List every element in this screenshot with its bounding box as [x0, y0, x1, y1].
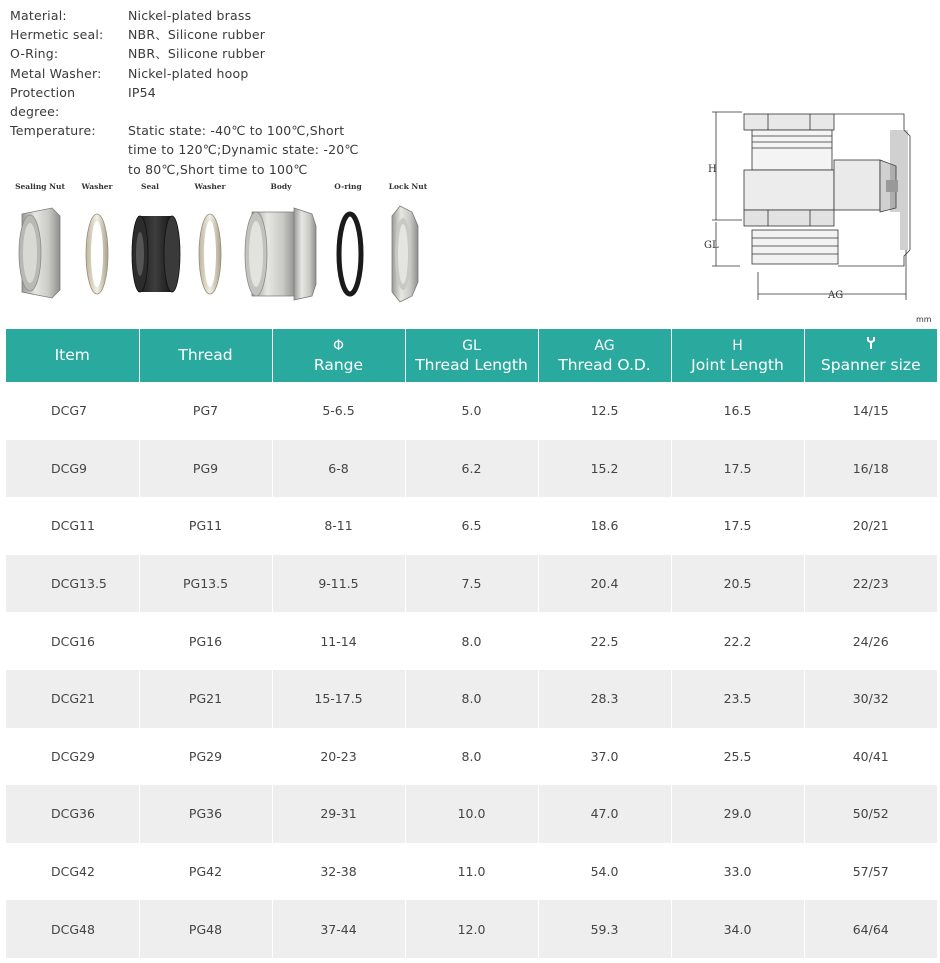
cell-thread: PG29: [139, 728, 272, 786]
cell-thread-length: 12.0: [405, 900, 538, 958]
header-thread: [139, 329, 272, 382]
cell-thread-length: 6.2: [405, 440, 538, 498]
cell-item: DCG36: [6, 785, 139, 843]
spec-table: [6, 329, 937, 958]
spec-label: Metal Washer:: [10, 65, 102, 81]
table-row: [6, 900, 937, 958]
parts-illustration: [0, 196, 440, 308]
spec-list: [10, 6, 390, 179]
cell-range: 20-23: [272, 728, 405, 786]
table-row: [6, 728, 937, 786]
cell-thread: PG16: [139, 612, 272, 670]
cell-range: 29-31: [272, 785, 405, 843]
technical-drawing: [690, 100, 930, 326]
spec-row-o-ring: [10, 44, 390, 63]
cell-joint-length: 17.5: [671, 497, 804, 555]
parts-labels: [0, 182, 440, 196]
cell-thread-od: 47.0: [538, 785, 671, 843]
table-row: [6, 612, 937, 670]
table-row: [6, 555, 937, 613]
header-range: [272, 329, 405, 382]
cell-item: DCG11: [6, 497, 139, 555]
cell-item: DCG29: [6, 728, 139, 786]
spec-row-temperature: [10, 121, 390, 179]
header-thread-length: [405, 329, 538, 382]
cell-thread: PG42: [139, 843, 272, 901]
cell-joint-length: 17.5: [671, 440, 804, 498]
header-label: Thread Length: [415, 355, 528, 374]
header-thread-od: [538, 329, 671, 382]
cell-thread-length: 6.5: [405, 497, 538, 555]
part-label-seal: Seal: [141, 182, 159, 191]
cell-thread-length: 11.0: [405, 843, 538, 901]
lock-nut-image: [392, 206, 418, 302]
cell-spanner-size: 40/41: [852, 748, 889, 764]
cell-thread-od: 12.5: [538, 382, 671, 440]
cell-range: 9-11.5: [272, 555, 405, 613]
part-label-o-ring: O-ring: [334, 182, 362, 191]
cell-joint-length: 20.5: [671, 555, 804, 613]
spec-row-protection: [10, 83, 390, 121]
cell-joint-length: 34.0: [671, 900, 804, 958]
cell-thread-od: 28.3: [538, 670, 671, 728]
table-row: [6, 670, 937, 728]
cell-thread: PG36: [139, 785, 272, 843]
header-joint-length: [671, 329, 804, 382]
header-symbol: AG: [594, 337, 615, 354]
spec-label: Hermetic seal:: [10, 27, 104, 43]
cell-range: 6-8: [272, 440, 405, 498]
cell-thread: PG7: [139, 382, 272, 440]
header-label: Thread: [178, 346, 233, 364]
ag-dimension-label: AG: [828, 290, 844, 301]
cell-thread-length: 8.0: [405, 612, 538, 670]
cell-spanner-size: 30/32: [804, 670, 937, 728]
seal-image: [132, 216, 180, 292]
spec-row-material: [10, 6, 390, 25]
cell-item: DCG16: [6, 612, 139, 670]
table-row: [6, 843, 937, 901]
spec-value: IP54: [128, 84, 156, 100]
cell-thread: PG11: [139, 497, 272, 555]
spec-row-metal-washer: [10, 64, 390, 83]
cell-spanner-size: 14/15: [852, 403, 889, 419]
cell-thread-od: 22.5: [538, 612, 671, 670]
part-label-lock-nut: Lock Nut: [388, 182, 428, 191]
cell-spanner-size: 20/21: [852, 518, 889, 534]
cell-thread-od: 37.0: [538, 728, 671, 786]
cell-item: DCG7: [6, 382, 139, 440]
header-label: Joint Length: [691, 355, 784, 374]
part-label-washer: Washer: [194, 182, 226, 191]
cell-thread-length: 8.0: [405, 728, 538, 786]
h-dimension-label: H: [708, 164, 717, 175]
cell-joint-length: 16.5: [671, 382, 804, 440]
table-row: [6, 382, 937, 440]
cell-thread: PG21: [139, 670, 272, 728]
spec-label: Protection degree:: [10, 84, 76, 120]
body-image: [245, 208, 316, 300]
part-label-washer: Washer: [81, 182, 113, 191]
washer-image: [86, 214, 108, 294]
cell-spanner-size: 64/64: [804, 900, 937, 958]
cell-joint-length: 33.0: [671, 843, 804, 901]
cell-range: 5-6.5: [272, 382, 405, 440]
spec-value: NBR、Silicone rubber: [128, 46, 266, 62]
washer-image: [199, 214, 221, 294]
cell-spanner-size: 24/26: [852, 633, 889, 649]
table-header-row: [6, 329, 937, 382]
cell-joint-length: 22.2: [671, 612, 804, 670]
spec-label: O-Ring:: [10, 46, 59, 62]
cell-thread: PG13.5: [139, 555, 272, 613]
part-label-body: Body: [270, 182, 292, 191]
cell-range: 15-17.5: [272, 670, 405, 728]
cell-thread-od: 15.2: [538, 440, 671, 498]
cell-spanner-size: 57/57: [852, 864, 889, 880]
spec-label: Temperature:: [10, 123, 96, 139]
cell-thread-od: 18.6: [538, 497, 671, 555]
spec-value: Nickel-plated brass: [128, 8, 252, 23]
cell-thread-length: 7.5: [405, 555, 538, 613]
table-row: [6, 440, 937, 498]
header-symbol: GL: [462, 337, 481, 354]
cell-thread-length: 5.0: [405, 382, 538, 440]
cell-joint-length: 25.5: [671, 728, 804, 786]
cell-joint-length: 23.5: [671, 670, 804, 728]
spec-row-hermetic-seal: [10, 25, 390, 44]
cell-item: DCG48: [6, 900, 139, 958]
header-symbol: Φ: [332, 337, 345, 354]
cell-spanner-size: 50/52: [804, 785, 937, 843]
cell-thread-length: 10.0: [405, 785, 538, 843]
cell-range: 8-11: [272, 497, 405, 555]
spanner-icon: [805, 336, 938, 356]
sealing-nut-image: [19, 208, 60, 298]
header-symbol: H: [732, 337, 743, 354]
header-item: [6, 329, 139, 382]
cell-thread-od: 59.3: [538, 900, 671, 958]
cell-thread-od: 54.0: [538, 843, 671, 901]
header-spanner-size: [804, 329, 937, 382]
spec-value: NBR、Silicone rubber: [128, 27, 266, 43]
cell-joint-length: 29.0: [671, 785, 804, 843]
cell-item: DCG9: [6, 440, 139, 498]
header-label: Range: [313, 355, 364, 374]
cell-range: 32-38: [272, 843, 405, 901]
header-label: Spanner size: [820, 356, 921, 374]
cell-thread: PG48: [139, 900, 272, 958]
spec-value: Static state: -40℃ to 100℃,Short time to 120℃;Dynamic state: -20℃ to 80℃,Short time to 100℃: [128, 123, 359, 177]
cell-thread: PG9: [139, 440, 272, 498]
cell-item: DCG42: [6, 843, 139, 901]
header-label: Thread O.D.: [558, 355, 651, 374]
cell-range: 11-14: [272, 612, 405, 670]
cell-spanner-size: 16/18: [804, 440, 937, 498]
o-ring-image: [339, 214, 361, 294]
part-label-sealing-nut: Sealing Nut: [15, 182, 65, 191]
table-row: [6, 497, 937, 555]
gl-dimension-label: GL: [704, 240, 719, 251]
spec-value: Nickel-plated hoop: [128, 65, 249, 81]
table-row: [6, 785, 937, 843]
header-label: Item: [54, 346, 90, 364]
spec-label: Material:: [10, 8, 67, 23]
cell-thread-od: 20.4: [538, 555, 671, 613]
cell-item: DCG21: [6, 670, 139, 728]
cell-range: 37-44: [272, 900, 405, 958]
unit-label: mm: [916, 315, 932, 324]
cell-item: DCG13.5: [6, 555, 139, 613]
cell-thread-length: 8.0: [405, 670, 538, 728]
cell-spanner-size: 22/23: [804, 555, 937, 613]
